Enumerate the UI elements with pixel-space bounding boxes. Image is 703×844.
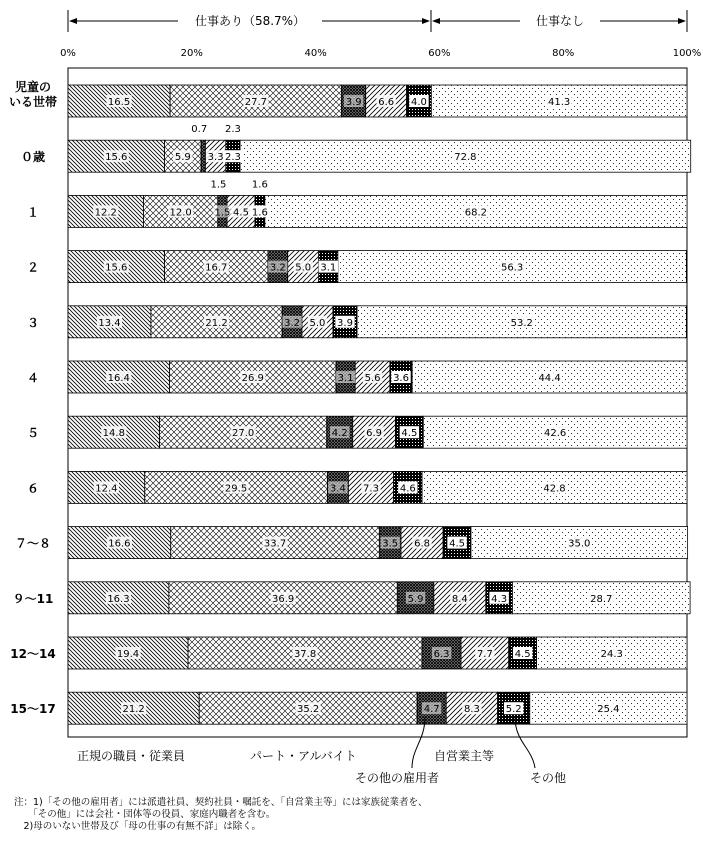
data-label: 6.6	[378, 97, 395, 108]
data-label: 68.2	[464, 207, 488, 219]
data-label: 24.3	[600, 649, 623, 660]
data-label: 4.7	[423, 704, 440, 716]
data-label: 21.2	[122, 704, 145, 716]
data-label: 3.9	[345, 97, 362, 108]
arrow-left-icon	[69, 18, 77, 24]
data-label: 3.2	[284, 317, 301, 329]
with-job-label: 仕事あり（58.7%）	[194, 14, 306, 28]
footnote-2: 2)母のいない世帯及び「母の仕事の有無不詳」は除く。	[14, 821, 262, 832]
data-label: 5.6	[364, 373, 381, 384]
header-brackets	[68, 10, 687, 32]
category-label: ９～11	[12, 591, 54, 606]
data-label: 33.7	[263, 538, 287, 550]
data-label: 27.7	[244, 97, 267, 108]
leader-line-other-employee	[412, 717, 425, 768]
data-label: 5.9	[407, 593, 424, 605]
x-tick-label: 100%	[672, 48, 702, 59]
legend-regular: 正規の職員・従業員	[77, 749, 186, 763]
category-label: ６	[26, 481, 40, 496]
data-label: 35.0	[568, 538, 591, 550]
data-label: 8.4	[451, 593, 468, 605]
data-label: 27.0	[232, 428, 255, 440]
arrow-right-icon	[678, 18, 686, 24]
category-label: いる世帯	[8, 95, 58, 109]
category-label: １	[26, 205, 40, 220]
data-label: 4.6	[399, 483, 416, 495]
category-label: 15～17	[10, 702, 56, 717]
data-label: 12.0	[169, 207, 192, 219]
small-value-label: 0.7	[191, 124, 208, 136]
legend-other-employee: その他の雇用者	[355, 771, 440, 785]
category-label: ５	[26, 426, 40, 441]
data-label: 16.3	[107, 593, 130, 605]
data-label: 6.3	[433, 649, 450, 660]
data-label: 16.5	[107, 97, 131, 108]
data-label: 72.8	[454, 152, 477, 164]
arrow-right-icon	[422, 18, 430, 24]
footnote-1: 注：1)「その他の雇用者」には派遣社員、契約社員・嘱託を、「自営業主等」には家族従業者を、	[14, 797, 428, 808]
data-label: 4.5	[233, 207, 249, 219]
x-tick-label: 60%	[428, 48, 451, 59]
data-label: 5.2	[505, 704, 522, 716]
data-label: 41.3	[548, 97, 571, 108]
data-label: 16.4	[107, 373, 130, 384]
data-label: 2.3	[225, 152, 241, 164]
leader-line-other	[515, 717, 535, 768]
data-label: 3.6	[393, 373, 409, 384]
data-label: 29.5	[224, 483, 248, 495]
x-tick-label: 20%	[180, 48, 203, 59]
data-label: 7.3	[363, 483, 379, 495]
data-label: 5.9	[174, 152, 191, 164]
arrow-left-icon	[432, 18, 440, 24]
legend-part: パート・アルバイト	[250, 749, 357, 763]
data-label: 15.6	[105, 152, 128, 164]
data-label: 37.8	[293, 649, 317, 660]
x-tick-label: 40%	[304, 48, 327, 59]
data-label: 3.1	[320, 262, 337, 274]
data-label: 8.3	[463, 704, 480, 716]
data-label: 14.8	[102, 428, 125, 440]
data-label: 13.4	[98, 317, 121, 329]
data-label: 4.0	[411, 97, 427, 108]
data-label: 7.7	[476, 649, 493, 660]
data-label: 3.4	[329, 483, 346, 495]
data-label: 4.3	[491, 593, 508, 605]
legend	[77, 717, 566, 785]
data-label: 6.9	[366, 428, 383, 440]
small-value-label: 1.6	[251, 179, 268, 191]
category-label: ３	[26, 315, 40, 330]
footnote-1-cont: 「その他」には会社・団体等の役員、家庭内職者を含む。	[14, 809, 276, 820]
data-label: 42.8	[543, 483, 566, 495]
data-label: 19.4	[116, 649, 140, 660]
data-label: 36.9	[271, 593, 295, 605]
data-label: 35.2	[297, 704, 320, 716]
data-label: 6.8	[414, 538, 431, 550]
bars	[68, 85, 691, 724]
small-value-label: 1.5	[210, 179, 227, 191]
data-label: 4.5	[449, 538, 465, 550]
data-label: 28.7	[590, 593, 613, 605]
footnotes	[14, 797, 428, 833]
data-label: 42.6	[544, 428, 567, 440]
data-label: 16.7	[205, 262, 228, 274]
data-label: 25.4	[597, 704, 620, 716]
category-label: ０歳	[20, 150, 46, 165]
data-label: 3.9	[337, 317, 353, 329]
data-label: 5.0	[309, 317, 326, 329]
data-label: 44.4	[538, 373, 561, 384]
data-label: 3.2	[269, 262, 286, 274]
data-label: 1.5	[214, 207, 231, 219]
data-label: 5.0	[295, 262, 312, 274]
small-value-label: 2.3	[225, 124, 241, 136]
data-label: 12.2	[94, 207, 117, 219]
data-label: 3.1	[337, 373, 354, 384]
x-tick-label: 0%	[60, 48, 76, 59]
data-label: 1.6	[251, 207, 268, 219]
category-label: 12～14	[10, 647, 56, 661]
data-label: 3.3	[207, 152, 224, 164]
category-labels	[9, 79, 57, 716]
category-label: ４	[26, 371, 40, 385]
data-label: 12.4	[95, 483, 118, 495]
bar-segment	[201, 140, 205, 172]
category-label: 児童の	[14, 80, 52, 94]
data-label: 56.3	[500, 262, 524, 274]
segment-labels	[93, 95, 624, 715]
data-label: 4.5	[514, 649, 531, 660]
data-label: 3.5	[382, 538, 399, 550]
legend-self: 自営業主等	[434, 749, 495, 763]
x-tick-label: 80%	[552, 48, 575, 59]
category-label: ７～８	[14, 536, 52, 551]
category-label: ２	[26, 260, 40, 275]
data-label: 21.2	[205, 317, 228, 329]
legend-other: その他	[530, 771, 567, 785]
without-job-label: 仕事なし	[535, 14, 585, 28]
data-label: 26.9	[241, 373, 264, 384]
data-label: 15.6	[105, 262, 128, 274]
x-axis-ticks	[60, 48, 701, 59]
data-label: 4.5	[401, 428, 418, 440]
data-label: 53.2	[510, 317, 533, 329]
data-label: 4.2	[331, 428, 348, 440]
data-label: 16.6	[108, 538, 131, 550]
